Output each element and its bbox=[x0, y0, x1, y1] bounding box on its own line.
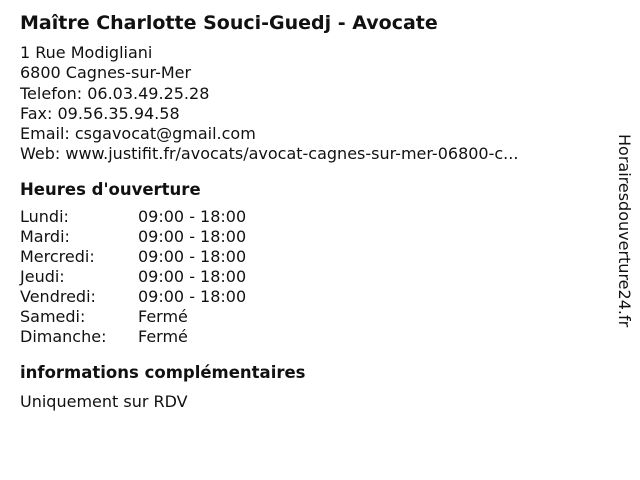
hours-day-label: Mercredi: bbox=[20, 246, 95, 266]
hours-row-tuesday bbox=[20, 227, 610, 247]
email-line: Email: csgavocat@gmail.com bbox=[20, 124, 256, 144]
phone-line: Telefon: 06.03.49.25.28 bbox=[20, 83, 210, 103]
web-line: Web: www.justifit.fr/avocats/avocat-cagnes-sur-mer-06800-c... bbox=[20, 144, 519, 164]
hours-time-value: 09:00 - 18:00 bbox=[138, 226, 247, 246]
business-name: Maître Charlotte Souci-Guedj - Avocate bbox=[20, 12, 438, 34]
extra-info-text: Uniquement sur RDV bbox=[20, 392, 188, 412]
hours-row-thursday bbox=[20, 267, 610, 287]
hours-time-value: 09:00 - 18:00 bbox=[138, 246, 247, 266]
hours-time-value: Fermé bbox=[138, 327, 188, 347]
hours-day-label: Samedi: bbox=[20, 307, 86, 327]
fax-line: Fax: 09.56.35.94.58 bbox=[20, 103, 180, 123]
hours-day-label: Jeudi: bbox=[20, 267, 65, 287]
extra-info-heading: informations complémentaires bbox=[20, 363, 306, 383]
hours-table bbox=[20, 207, 610, 348]
hours-row-saturday bbox=[20, 307, 610, 327]
business-card bbox=[20, 10, 610, 412]
hours-day-label: Mardi: bbox=[20, 226, 70, 246]
hours-row-monday bbox=[20, 207, 610, 227]
hours-row-sunday bbox=[20, 327, 610, 347]
hours-time-value: 09:00 - 18:00 bbox=[138, 267, 247, 287]
hours-day-label: Dimanche: bbox=[20, 327, 107, 347]
address-city: 6800 Cagnes-sur-Mer bbox=[20, 63, 192, 83]
hours-time-value: Fermé bbox=[138, 307, 188, 327]
hours-row-wednesday bbox=[20, 247, 610, 267]
hours-day-label: Vendredi: bbox=[20, 287, 96, 307]
contact-block bbox=[20, 43, 610, 165]
hours-day-label: Lundi: bbox=[20, 206, 69, 226]
hours-heading: Heures d'ouverture bbox=[20, 179, 201, 199]
address-street: 1 Rue Modigliani bbox=[20, 43, 153, 62]
hours-row-friday bbox=[20, 287, 610, 307]
hours-time-value: 09:00 - 18:00 bbox=[138, 287, 247, 307]
site-watermark: Horairesdouverture24.fr bbox=[615, 134, 634, 328]
hours-time-value: 09:00 - 18:00 bbox=[138, 206, 247, 226]
